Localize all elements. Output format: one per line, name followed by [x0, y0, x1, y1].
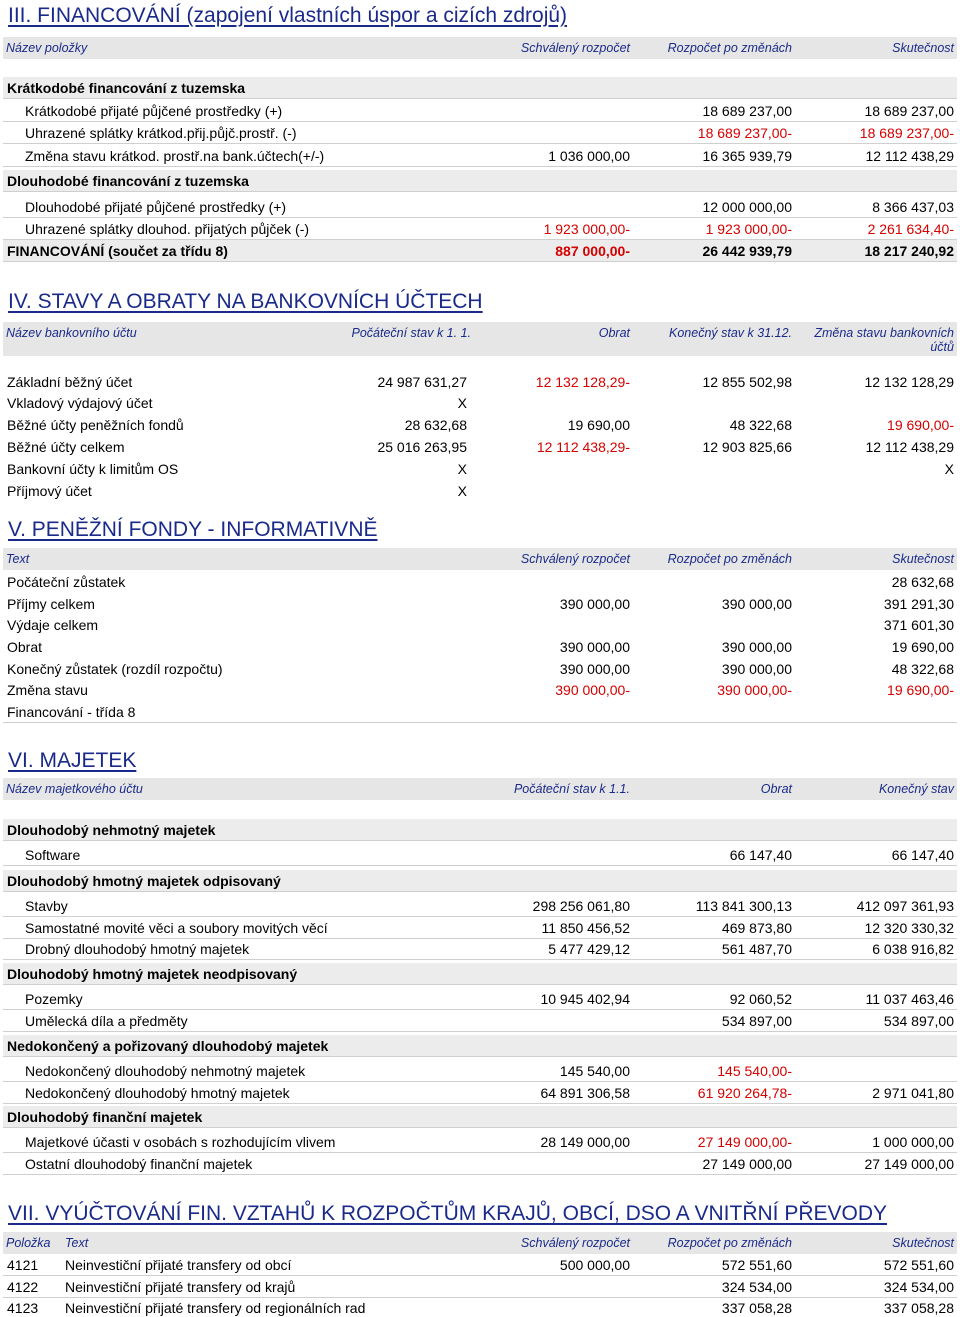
table-row	[3, 658, 957, 680]
header-col-change: Změna stavu bankovních	[814, 326, 954, 340]
table-row	[3, 679, 957, 701]
row-opening: 298 256 061,80	[532, 898, 630, 914]
header-col-revised: Rozpočet po změnách	[667, 1236, 792, 1250]
row-closing: 12 903 825,66	[702, 439, 792, 455]
row-label: Krátkodobé financování z tuzemska	[7, 80, 246, 96]
row-revised: 18 689 237,00-	[697, 125, 792, 141]
section-vi-header	[3, 778, 957, 800]
asset-group	[3, 963, 957, 985]
section-vii-title: VII. VYÚČTOVÁNÍ FIN. VZTAHŮ K ROZPOČTŮM KRAJŮ, OBCÍ, DSO A VNITŘNÍ PŘEVODY	[8, 1202, 888, 1225]
header-col-item: Položka	[6, 1236, 51, 1250]
row-turnover: 469 873,80	[721, 920, 792, 936]
header-col-closing: Konečný stav k 31.12.	[669, 326, 792, 340]
row-turnover: 145 540,00-	[717, 1063, 792, 1079]
asset-group	[3, 1106, 957, 1128]
header-col-turnover: Obrat	[598, 326, 630, 340]
row-label: Samostatné movité věci a soubory movitých věcí	[25, 920, 328, 936]
table-row	[3, 100, 957, 122]
header-col-approved: Schválený rozpočet	[520, 552, 630, 566]
row-opening: 28 149 000,00	[540, 1134, 630, 1150]
row-label: Neinvestiční přijaté transfery od regionálních rad	[65, 1300, 366, 1316]
table-row	[3, 458, 957, 480]
header-col-revised: Rozpočet po změnách	[667, 552, 792, 566]
row-label: Výdaje celkem	[7, 617, 99, 633]
row-label: Konečný zůstatek (rozdíl rozpočtu)	[7, 661, 223, 677]
table-row	[3, 593, 957, 615]
asset-group	[3, 819, 957, 841]
table-row	[3, 1254, 957, 1276]
row-opening: X	[457, 395, 467, 411]
row-change: X	[944, 461, 954, 477]
row-label: Dlouhodobé přijaté půjčené prostředky (+)	[25, 199, 287, 215]
header-col-asset: Název majetkového účtu	[6, 782, 143, 796]
asset-group	[3, 1035, 957, 1057]
row-closing: 11 037 463,46	[865, 991, 954, 1007]
row-revised: 572 551,60	[721, 1257, 792, 1273]
row-turnover: 19 690,00	[567, 417, 630, 433]
row-label: Vkladový výdajový účet	[7, 395, 153, 411]
row-closing: 1 000 000,00	[872, 1134, 954, 1150]
row-closing: 27 149 000,00	[864, 1156, 954, 1172]
row-label: Neinvestiční přijaté transfery od obcí	[65, 1257, 292, 1273]
table-row	[3, 1082, 957, 1104]
row-label: Změna stavu krátkod. prostř.na bank.účtech(+/-)	[25, 148, 325, 164]
header-col-text: Text	[6, 552, 30, 566]
row-actual: 19 690,00	[891, 639, 954, 655]
header-col-actual: Skutečnost	[892, 552, 954, 566]
header-col-closing: Konečný stav	[878, 782, 954, 796]
table-row	[3, 436, 957, 458]
row-actual: 391 291,30	[883, 596, 954, 612]
row-turnover: 61 920 264,78-	[697, 1085, 792, 1101]
table-row	[3, 122, 957, 144]
table-row	[3, 1153, 957, 1175]
row-label: Stavby	[25, 898, 68, 914]
row-opening: 28 632,68	[404, 417, 467, 433]
row-approved: 500 000,00	[559, 1257, 630, 1273]
section-vii-header	[3, 1232, 957, 1254]
row-change: 12 112 438,29	[865, 439, 954, 455]
row-label: Dlouhodobý nehmotný majetek	[7, 822, 216, 838]
table-row	[3, 1297, 957, 1317]
row-label: Nedokončený dlouhodobý nehmotný majetek	[25, 1063, 306, 1079]
row-revised: 26 442 939,79	[702, 243, 792, 259]
table-row	[3, 218, 957, 240]
row-closing: 12 320 330,32	[864, 920, 954, 936]
row-code: 4122	[7, 1279, 39, 1295]
table-row	[3, 1060, 957, 1082]
row-actual: 18 217 240,92	[864, 243, 954, 259]
row-revised: 390 000,00-	[717, 682, 792, 698]
row-actual: 19 690,00-	[887, 682, 954, 698]
row-label: Uhrazené splátky dlouhod. přijatých půjček (-)	[25, 221, 310, 237]
section-iv-header	[3, 322, 957, 356]
row-turnover: 534 897,00	[721, 1013, 792, 1029]
row-revised: 390 000,00	[721, 639, 792, 655]
header-col-opening: Počáteční stav k 1.1.	[513, 782, 630, 796]
section-v-header	[3, 548, 957, 570]
row-turnover: 66 147,40	[729, 847, 792, 863]
row-revised: 390 000,00	[721, 596, 792, 612]
table-row	[3, 1131, 957, 1153]
row-closing: 66 147,40	[891, 847, 954, 863]
row-actual: 337 058,28	[883, 1300, 954, 1316]
row-turnover: 92 060,52	[729, 991, 792, 1007]
table-row	[3, 571, 957, 593]
section-iii-group	[3, 170, 957, 192]
header-col-approved: Schválený rozpočet	[520, 41, 630, 55]
row-label: Umělecká díla a předměty	[25, 1013, 188, 1029]
header-col-actual: Skutečnost	[892, 1236, 954, 1250]
row-closing: 534 897,00	[883, 1013, 954, 1029]
header-col-name: Název položky	[6, 41, 88, 55]
section-iii-group	[3, 77, 957, 99]
row-label: Neinvestiční přijaté transfery od krajů	[65, 1279, 296, 1295]
row-revised: 16 365 939,79	[702, 148, 792, 164]
row-actual: 371 601,30	[883, 617, 954, 633]
row-label: Nedokončený dlouhodobý hmotný majetek	[25, 1085, 290, 1101]
row-label: Dlouhodobý hmotný majetek neodpisovaný	[7, 966, 298, 982]
row-label: Uhrazené splátky krátkod.přij.půjč.prostř. (-)	[25, 125, 297, 141]
row-approved: 390 000,00	[559, 596, 630, 612]
table-row	[3, 414, 957, 436]
row-actual: 8 366 437,03	[872, 199, 954, 215]
row-opening: 10 945 402,94	[540, 991, 630, 1007]
row-approved: 390 000,00-	[555, 682, 630, 698]
row-actual: 18 689 237,00-	[859, 125, 954, 141]
row-label: Ostatní dlouhodobý finanční majetek	[25, 1156, 253, 1172]
row-approved: 1 923 000,00-	[543, 221, 630, 237]
row-label: Software	[25, 847, 81, 863]
row-revised: 1 923 000,00-	[705, 221, 792, 237]
table-row	[3, 895, 957, 917]
row-closing: 48 322,68	[729, 417, 792, 433]
row-revised: 18 689 237,00	[702, 103, 792, 119]
row-label: Příjmový účet	[7, 483, 92, 499]
header-col-revised: Rozpočet po změnách	[667, 41, 792, 55]
row-label: Pozemky	[25, 991, 83, 1007]
row-label: Dlouhodobé financování z tuzemska	[7, 173, 249, 189]
row-actual: 28 632,68	[891, 574, 954, 590]
row-label: Základní běžný účet	[7, 374, 133, 390]
row-change: 19 690,00-	[887, 417, 954, 433]
row-label: Počáteční zůstatek	[7, 574, 126, 590]
header-col-approved: Schválený rozpočet	[520, 1236, 630, 1250]
header-col-change-2: účtů	[930, 340, 954, 354]
header-col-opening: Počáteční stav k 1. 1.	[351, 326, 471, 340]
section-v-title: V. PENĚŽNÍ FONDY - INFORMATIVNĚ	[8, 518, 378, 541]
row-actual: 48 322,68	[891, 661, 954, 677]
section-iii-title: III. FINANCOVÁNÍ (zapojení vlastních úspor a cizích zdrojů)	[8, 4, 568, 27]
row-label: Běžné účty celkem	[7, 439, 125, 455]
section-iii-header	[3, 37, 957, 59]
row-revised: 12 000 000,00	[702, 199, 792, 215]
row-turnover: 27 149 000,00	[702, 1156, 792, 1172]
table-row	[3, 145, 957, 167]
header-col-turnover: Obrat	[760, 782, 792, 796]
header-col-text: Text	[65, 1236, 89, 1250]
row-turnover: 12 132 128,29-	[535, 374, 630, 390]
table-row	[3, 988, 957, 1010]
row-closing: 412 097 361,93	[856, 898, 954, 914]
row-actual: 2 261 634,40-	[867, 221, 954, 237]
row-label: Drobný dlouhodobý hmotný majetek	[25, 941, 250, 957]
row-turnover: 561 487,70	[721, 941, 792, 957]
row-approved: 390 000,00	[559, 639, 630, 655]
row-closing: 12 855 502,98	[702, 374, 792, 390]
table-row	[3, 480, 957, 502]
row-turnover: 12 112 438,29-	[536, 439, 630, 455]
row-label: Majetkové účasti v osobách s rozhodujícím vlivem	[25, 1134, 336, 1150]
asset-group	[3, 870, 957, 892]
row-closing: 2 971 041,80	[872, 1085, 954, 1101]
table-row	[3, 636, 957, 658]
row-approved: 390 000,00	[559, 661, 630, 677]
row-actual: 12 112 438,29	[865, 148, 954, 164]
table-row	[3, 371, 957, 393]
table-row	[3, 196, 957, 218]
row-label: Krátkodobé přijaté půjčené prostředky (+)	[25, 103, 283, 119]
row-revised: 337 058,28	[721, 1300, 792, 1316]
row-opening: 24 987 631,27	[377, 374, 467, 390]
row-label: Obrat	[7, 639, 43, 655]
header-col-actual: Skutečnost	[892, 41, 954, 55]
row-actual: 18 689 237,00	[864, 103, 954, 119]
row-turnover: 27 149 000,00-	[697, 1134, 792, 1150]
row-label: Nedokončený a pořizovaný dlouhodobý majetek	[7, 1038, 329, 1054]
row-approved: 1 036 000,00	[548, 148, 630, 164]
header-col-account: Název bankovního účtu	[6, 326, 137, 340]
table-row	[3, 1010, 957, 1032]
table-row	[3, 844, 957, 866]
table-row	[3, 701, 957, 723]
table-row	[3, 917, 957, 939]
row-opening: X	[457, 461, 467, 477]
row-code: 4121	[7, 1257, 39, 1273]
row-approved: 887 000,00-	[555, 243, 630, 259]
row-label: Dlouhodobý finanční majetek	[7, 1109, 203, 1125]
section-iii-total	[3, 240, 957, 262]
row-label: Dlouhodobý hmotný majetek odpisovaný	[7, 873, 281, 889]
row-opening: 11 850 456,52	[541, 920, 630, 936]
row-label: Změna stavu	[7, 682, 88, 698]
row-change: 12 132 128,29	[864, 374, 954, 390]
table-row	[3, 392, 957, 414]
row-revised: 324 534,00	[721, 1279, 792, 1295]
row-revised: 390 000,00	[721, 661, 792, 677]
row-opening: 145 540,00	[559, 1063, 630, 1079]
row-actual: 572 551,60	[883, 1257, 954, 1273]
row-label: Příjmy celkem	[7, 596, 95, 612]
row-actual: 324 534,00	[883, 1279, 954, 1295]
table-row	[3, 938, 957, 960]
row-opening: 5 477 429,12	[548, 941, 630, 957]
section-vi-title: VI. MAJETEK	[8, 749, 137, 772]
row-turnover: 113 841 300,13	[695, 898, 792, 914]
row-label: FINANCOVÁNÍ (součet za třídu 8)	[7, 243, 228, 259]
row-opening: X	[457, 483, 467, 499]
row-label: Financování - třída 8	[7, 704, 136, 720]
row-closing: 6 038 916,82	[872, 941, 954, 957]
row-opening: 25 016 263,95	[377, 439, 467, 455]
row-code: 4123	[7, 1300, 39, 1316]
table-row	[3, 614, 957, 636]
row-opening: 64 891 306,58	[540, 1085, 630, 1101]
row-label: Bankovní účty k limitům OS	[7, 461, 179, 477]
table-row	[3, 1276, 957, 1298]
section-iv-title: IV. STAVY A OBRATY NA BANKOVNÍCH ÚČTECH	[8, 290, 483, 313]
row-label: Běžné účty peněžních fondů	[7, 417, 184, 433]
